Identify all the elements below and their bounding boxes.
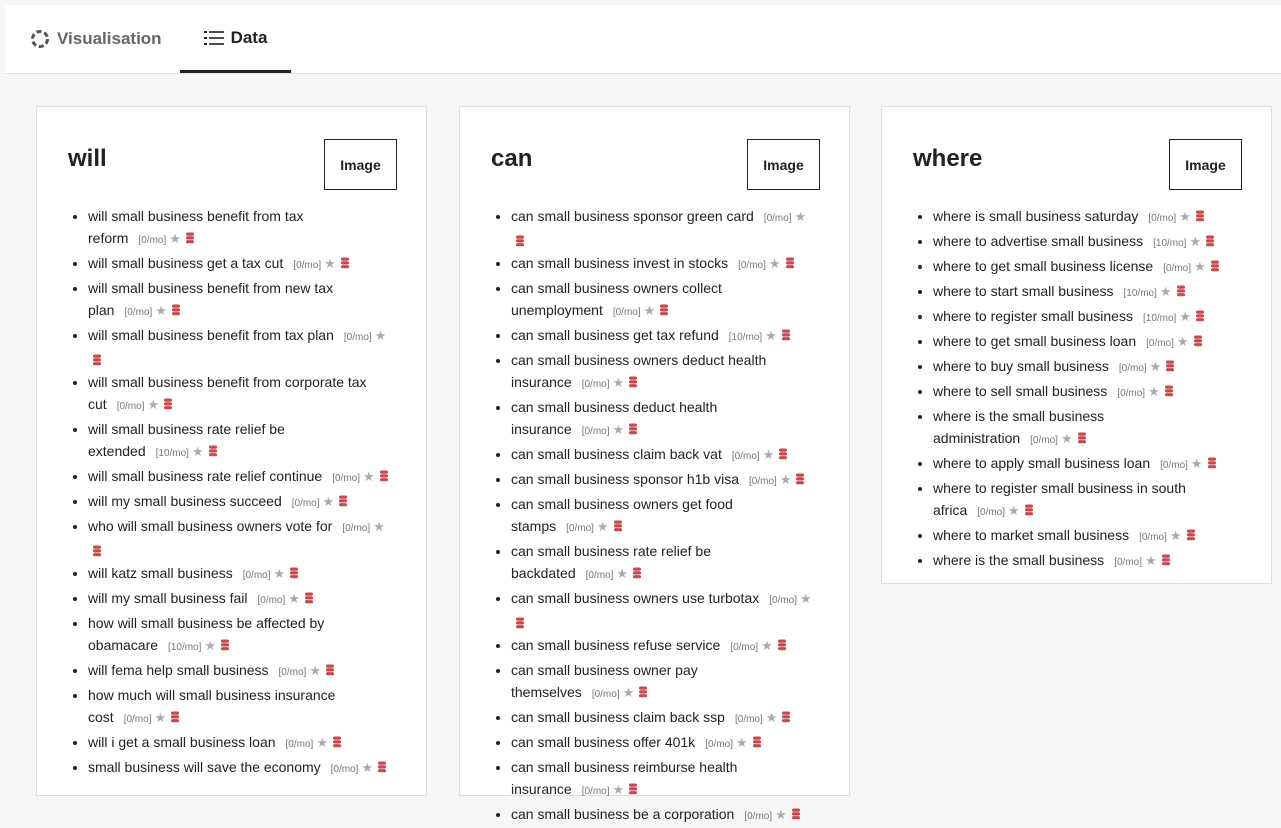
search-volume: [0/mo] xyxy=(116,401,145,412)
keyword-text[interactable]: how much will small business insurance cost xyxy=(88,687,336,725)
keyword-item xyxy=(933,255,1241,280)
keyword-text[interactable]: will small business rate relief continue xyxy=(88,468,323,484)
keyword-item xyxy=(88,277,396,324)
database-icon[interactable] xyxy=(753,736,761,748)
star-icon[interactable]: ★ xyxy=(1176,334,1189,349)
search-volume: [0/mo] xyxy=(566,523,594,534)
keyword-text[interactable]: where to register small business in south africa xyxy=(933,480,1186,518)
keyword-text[interactable]: where is the small business administration xyxy=(933,408,1105,446)
star-icon[interactable]: ★ xyxy=(616,566,629,581)
keyword-item xyxy=(511,396,819,443)
search-volume: [0/mo] xyxy=(581,379,610,390)
star-icon[interactable]: ★ xyxy=(612,782,625,797)
keyword-item xyxy=(88,371,396,418)
keyword-text[interactable]: can small business sponsor h1b visa xyxy=(511,471,740,487)
keyword-item xyxy=(511,277,819,324)
keyword-item xyxy=(88,587,396,612)
tab-bar xyxy=(5,5,1281,74)
database-icon[interactable] xyxy=(341,257,349,269)
search-volume: [0/mo] xyxy=(1160,460,1188,471)
database-icon[interactable] xyxy=(1211,260,1219,272)
keyword-text[interactable]: small business will save the economy xyxy=(88,759,321,775)
search-volume: [0/mo] xyxy=(612,307,641,318)
search-volume: [10/mo] xyxy=(728,332,763,343)
search-volume: [0/mo] xyxy=(343,332,372,343)
database-icon[interactable] xyxy=(778,639,786,651)
star-icon[interactable]: ★ xyxy=(612,375,625,390)
card-title: where xyxy=(913,145,983,172)
star-icon[interactable]: ★ xyxy=(622,685,635,700)
keyword-item xyxy=(511,324,819,349)
search-volume: [0/mo] xyxy=(242,570,271,581)
database-icon[interactable] xyxy=(93,545,101,557)
keyword-item xyxy=(933,230,1241,255)
tab-visualisation-label: Visualisation xyxy=(57,29,162,48)
search-volume: [10/mo] xyxy=(1142,313,1177,324)
keyword-list xyxy=(88,205,396,781)
star-icon[interactable]: ★ xyxy=(1060,431,1073,446)
star-icon[interactable]: ★ xyxy=(204,638,217,653)
keyword-item xyxy=(933,205,1241,230)
keyword-item xyxy=(88,756,396,781)
star-icon[interactable]: ★ xyxy=(316,735,328,750)
star-icon[interactable]: ★ xyxy=(363,469,375,484)
star-icon[interactable]: ★ xyxy=(735,735,748,750)
image-button[interactable]: Image xyxy=(747,139,820,190)
database-icon[interactable] xyxy=(380,470,388,482)
keyword-text[interactable]: how will small business be affected by obamacare xyxy=(88,615,325,653)
keyword-text[interactable]: where is small business saturday xyxy=(933,208,1139,224)
star-icon[interactable]: ★ xyxy=(169,231,181,246)
database-icon[interactable] xyxy=(633,567,641,579)
keyword-text[interactable]: can small business sponsor green card xyxy=(511,208,754,224)
database-icon[interactable] xyxy=(796,473,804,485)
star-icon[interactable]: ★ xyxy=(1149,359,1162,374)
card-title: will xyxy=(68,145,107,172)
keyword-item xyxy=(933,380,1241,405)
database-icon[interactable] xyxy=(1025,504,1033,516)
database-icon[interactable] xyxy=(639,686,647,698)
search-volume: [0/mo] xyxy=(585,570,614,581)
keyword-item xyxy=(511,252,819,277)
database-icon[interactable] xyxy=(629,376,637,388)
search-volume: [0/mo] xyxy=(332,473,361,484)
keyword-text[interactable]: will small business rate relief be extended xyxy=(88,421,285,459)
keyword-item xyxy=(88,731,396,756)
star-icon[interactable]: ★ xyxy=(596,519,609,534)
tab-data-label: Data xyxy=(230,27,268,47)
database-icon[interactable] xyxy=(614,520,622,532)
tab-data[interactable] xyxy=(180,5,291,73)
star-icon[interactable]: ★ xyxy=(1190,456,1203,471)
keyword-item xyxy=(88,562,396,587)
keyword-list xyxy=(511,205,819,828)
search-volume: [0/mo] xyxy=(138,235,167,246)
database-icon[interactable] xyxy=(786,257,794,269)
keyword-text[interactable]: will small business benefit from tax plan xyxy=(88,327,334,343)
keyword-item xyxy=(511,468,819,493)
keyword-text[interactable]: where is the small business xyxy=(933,552,1105,568)
search-volume: [0/mo] xyxy=(1146,338,1174,349)
search-volume: [0/mo] xyxy=(342,523,371,534)
database-icon[interactable] xyxy=(172,304,180,316)
keyword-item xyxy=(933,477,1241,524)
star-icon[interactable]: ★ xyxy=(1008,503,1020,518)
keyword-text[interactable]: where to start small business xyxy=(933,283,1114,299)
search-volume: [0/mo] xyxy=(705,739,733,750)
database-icon[interactable] xyxy=(629,783,637,795)
search-volume: [0/mo] xyxy=(749,476,777,487)
search-volume: [0/mo] xyxy=(291,498,320,509)
keyword-item xyxy=(933,405,1241,452)
keyword-item xyxy=(88,324,396,371)
keyword-item xyxy=(511,493,819,540)
keyword-item xyxy=(511,756,819,803)
database-icon[interactable] xyxy=(171,711,179,723)
database-icon[interactable] xyxy=(792,808,800,820)
keyword-item xyxy=(933,452,1241,477)
search-volume: [0/mo] xyxy=(293,260,322,271)
keyword-text[interactable]: will fema help small business xyxy=(88,662,269,678)
keyword-text[interactable]: will small business benefit from tax reform xyxy=(88,208,304,246)
keyword-item xyxy=(88,205,396,252)
card-will xyxy=(36,106,427,796)
database-icon[interactable] xyxy=(1078,432,1086,444)
keyword-item xyxy=(88,490,396,515)
star-icon[interactable]: ★ xyxy=(643,303,656,318)
search-volume: [0/mo] xyxy=(744,811,773,822)
image-button[interactable]: Image xyxy=(324,139,397,190)
star-icon[interactable]: ★ xyxy=(1148,384,1160,399)
keyword-text[interactable]: will my small business fail xyxy=(88,590,248,606)
star-icon[interactable]: ★ xyxy=(373,519,385,534)
database-icon[interactable] xyxy=(1206,235,1214,247)
keyword-item xyxy=(933,305,1241,330)
database-icon[interactable] xyxy=(1162,554,1170,566)
star-icon[interactable]: ★ xyxy=(765,328,777,343)
database-icon[interactable] xyxy=(378,761,386,773)
keyword-text[interactable]: can small business owners collect unemployment xyxy=(511,280,722,318)
star-icon[interactable]: ★ xyxy=(309,663,321,678)
keyword-item xyxy=(88,515,396,562)
search-volume: [0/mo] xyxy=(1114,557,1142,568)
keyword-text[interactable]: will small business benefit from corporate tax cut xyxy=(88,374,367,412)
search-volume: [0/mo] xyxy=(769,595,798,606)
keyword-item xyxy=(511,634,819,659)
search-volume: [0/mo] xyxy=(591,689,620,700)
search-volume: [0/mo] xyxy=(257,595,286,606)
keyword-text[interactable]: can small business deduct health insurance xyxy=(511,399,718,437)
star-icon[interactable]: ★ xyxy=(361,760,374,775)
database-icon[interactable] xyxy=(333,736,341,748)
search-volume: [0/mo] xyxy=(581,426,610,437)
star-icon[interactable]: ★ xyxy=(1179,209,1191,224)
keyword-text[interactable]: will small business get a tax cut xyxy=(88,255,284,271)
keyword-text[interactable]: can small business get tax refund xyxy=(511,327,719,343)
search-volume: [0/mo] xyxy=(285,739,314,750)
keyword-text[interactable]: can small business owner pay themselves xyxy=(511,662,698,700)
keyword-text[interactable]: can small business claim back ssp xyxy=(511,709,725,725)
keyword-item xyxy=(88,418,396,465)
star-icon[interactable]: ★ xyxy=(322,494,335,509)
database-icon[interactable] xyxy=(326,664,334,676)
search-volume: [0/mo] xyxy=(730,642,759,653)
database-icon[interactable] xyxy=(1166,360,1174,372)
keyword-item xyxy=(88,252,396,277)
database-icon[interactable] xyxy=(629,423,637,435)
star-icon[interactable]: ★ xyxy=(273,566,286,581)
star-icon[interactable]: ★ xyxy=(1189,234,1202,249)
keyword-text[interactable]: will small business benefit from new tax plan xyxy=(88,280,334,318)
search-volume: [0/mo] xyxy=(1139,532,1167,543)
keyword-text[interactable]: can small business owners get food stamps xyxy=(511,496,733,534)
tab-visualisation[interactable] xyxy=(30,5,162,73)
star-icon[interactable]: ★ xyxy=(288,591,300,606)
keyword-item xyxy=(88,465,396,490)
database-icon[interactable] xyxy=(305,592,313,604)
keyword-text[interactable]: where to market small business xyxy=(933,527,1130,543)
card-title: can xyxy=(491,145,533,172)
keyword-item xyxy=(933,330,1241,355)
image-button[interactable]: Image xyxy=(1169,139,1242,190)
keyword-item xyxy=(511,205,819,252)
search-volume: [10/mo] xyxy=(155,448,189,459)
keyword-text[interactable]: can small business rate relief be backdated xyxy=(511,543,711,581)
list-icon xyxy=(204,30,224,46)
star-icon[interactable]: ★ xyxy=(374,328,387,343)
keyword-text[interactable]: can small business be a corporation xyxy=(511,806,735,822)
keyword-text[interactable]: can small business refuse service xyxy=(511,637,721,653)
search-volume: [0/mo] xyxy=(124,307,153,318)
keyword-text[interactable]: can small business reimburse health insurance xyxy=(511,759,738,797)
keyword-item xyxy=(511,803,819,828)
database-icon[interactable] xyxy=(1196,310,1204,322)
search-volume: [0/mo] xyxy=(123,714,152,725)
search-volume: [0/mo] xyxy=(330,764,359,775)
keyword-item xyxy=(88,684,396,731)
keyword-item xyxy=(933,549,1241,574)
database-icon[interactable] xyxy=(782,329,790,341)
search-volume: [0/mo] xyxy=(1148,213,1177,224)
star-icon[interactable]: ★ xyxy=(779,472,792,487)
database-icon[interactable] xyxy=(1177,285,1185,297)
keyword-text[interactable]: where to register small business xyxy=(933,308,1133,324)
keyword-text[interactable]: will katz small business xyxy=(88,565,233,581)
keyword-list xyxy=(933,205,1241,574)
star-icon[interactable]: ★ xyxy=(762,447,775,462)
search-volume: [0/mo] xyxy=(278,667,307,678)
keyword-item xyxy=(511,731,819,756)
keyword-item xyxy=(933,355,1241,380)
keyword-item xyxy=(933,280,1241,305)
keyword-item xyxy=(511,659,819,706)
keyword-item xyxy=(511,706,819,731)
card-can xyxy=(459,106,850,822)
database-icon[interactable] xyxy=(779,448,787,460)
search-volume: [0/mo] xyxy=(1030,435,1058,446)
keyword-item xyxy=(511,349,819,396)
keyword-text[interactable]: can small business offer 401k xyxy=(511,734,696,750)
search-volume: [0/mo] xyxy=(581,786,610,797)
star-icon[interactable]: ★ xyxy=(1169,528,1182,543)
database-icon[interactable] xyxy=(93,354,101,366)
star-icon[interactable]: ★ xyxy=(147,397,160,412)
search-volume: [10/mo] xyxy=(168,642,202,653)
database-icon[interactable] xyxy=(1194,335,1202,347)
database-icon[interactable] xyxy=(339,495,347,507)
keyword-item xyxy=(511,540,819,587)
database-icon[interactable] xyxy=(1196,210,1204,222)
keyword-item xyxy=(511,443,819,468)
database-icon[interactable] xyxy=(221,639,229,651)
keyword-text[interactable]: will my small business succeed xyxy=(88,493,282,509)
search-volume: [0/mo] xyxy=(1118,363,1147,374)
keyword-text[interactable]: who will small business owners vote for xyxy=(88,518,333,534)
database-icon[interactable] xyxy=(186,232,194,244)
keyword-text[interactable]: will i get a small business loan xyxy=(88,734,276,750)
database-icon[interactable] xyxy=(1187,529,1195,541)
keyword-text[interactable]: can small business owners deduct health insurance xyxy=(511,352,767,390)
star-icon[interactable]: ★ xyxy=(155,303,167,318)
database-icon[interactable] xyxy=(516,617,524,629)
search-volume: [0/mo] xyxy=(763,213,792,224)
search-volume: [0/mo] xyxy=(1163,263,1192,274)
loading-ring-icon xyxy=(30,29,50,49)
search-volume: [0/mo] xyxy=(977,507,1006,518)
database-icon[interactable] xyxy=(1208,457,1216,469)
keyword-item xyxy=(933,524,1241,549)
search-volume: [0/mo] xyxy=(738,260,766,271)
star-icon[interactable]: ★ xyxy=(794,209,807,224)
keyword-text[interactable]: where to sell small business xyxy=(933,383,1108,399)
keyword-text[interactable]: where to get small business loan xyxy=(933,333,1137,349)
keyword-item xyxy=(511,587,819,634)
search-volume: [10/mo] xyxy=(1153,238,1187,249)
search-volume: [0/mo] xyxy=(731,451,760,462)
database-icon[interactable] xyxy=(782,711,790,723)
keyword-item xyxy=(88,612,396,659)
star-icon[interactable]: ★ xyxy=(761,638,773,653)
keyword-text[interactable]: where to get small business license xyxy=(933,258,1154,274)
star-icon[interactable]: ★ xyxy=(612,422,625,437)
card-where xyxy=(881,106,1272,584)
database-icon[interactable] xyxy=(209,445,217,457)
keyword-item xyxy=(88,659,396,684)
database-icon[interactable] xyxy=(164,398,172,410)
star-icon[interactable]: ★ xyxy=(1159,284,1172,299)
search-volume: [0/mo] xyxy=(734,714,763,725)
keyword-text[interactable]: where to apply small business loan xyxy=(933,455,1151,471)
keyword-text[interactable]: where to advertise small business xyxy=(933,233,1144,249)
database-icon[interactable] xyxy=(516,235,524,247)
search-volume: [0/mo] xyxy=(1117,388,1146,399)
database-icon[interactable] xyxy=(290,567,298,579)
database-icon[interactable] xyxy=(660,304,668,316)
star-icon[interactable]: ★ xyxy=(1179,309,1191,324)
star-icon[interactable]: ★ xyxy=(191,444,204,459)
star-icon[interactable]: ★ xyxy=(1194,259,1206,274)
star-icon[interactable]: ★ xyxy=(768,256,781,271)
keyword-text[interactable]: can small business owners use turbotax xyxy=(511,590,760,606)
star-icon[interactable]: ★ xyxy=(800,591,812,606)
star-icon[interactable]: ★ xyxy=(154,710,167,725)
database-icon[interactable] xyxy=(1165,385,1173,397)
star-icon[interactable]: ★ xyxy=(765,710,778,725)
keyword-text[interactable]: can small business invest in stocks xyxy=(511,255,729,271)
star-icon[interactable]: ★ xyxy=(324,256,336,271)
star-icon[interactable]: ★ xyxy=(775,807,787,822)
search-volume: [10/mo] xyxy=(1123,288,1157,299)
star-icon[interactable]: ★ xyxy=(1144,553,1157,568)
keyword-text[interactable]: where to buy small business xyxy=(933,358,1109,374)
keyword-text[interactable]: can small business claim back vat xyxy=(511,446,722,462)
